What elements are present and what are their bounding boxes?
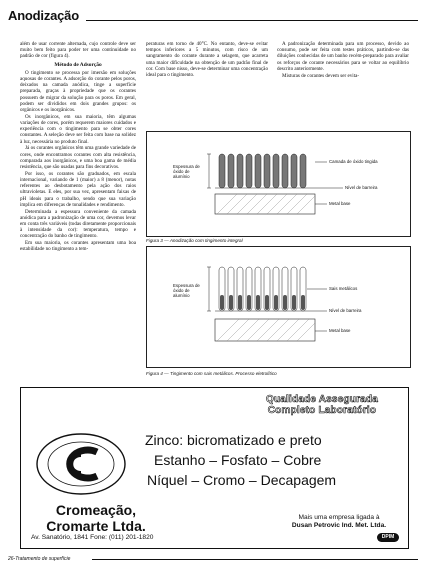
paragraph: peraturas em torno de 40°C. No entanto, deve-se evitar tempos inferiores a 5 minutos, com risco de um sangramento do corante durante a selagem, que acarreta uma maior dificuldade na obtenção de um padrão final de cor. Com base nisso, deve-se determinar uma concentração ideal para o tingimento. xyxy=(146,41,268,79)
label-thickness: Espessura de óxido de alumínio xyxy=(173,283,200,299)
group-badge: DPIM xyxy=(377,533,399,542)
banner-line: Qualidade Assegurada xyxy=(266,394,378,405)
paragraph: Misturas de corantes devem ser evita- xyxy=(282,72,360,79)
metallic-salts xyxy=(220,295,305,310)
banner-line: Completo Laboratório xyxy=(267,405,377,416)
group-company: Dusan Petrovic Ind. Met. Ltda. xyxy=(291,522,387,529)
base-metal-block xyxy=(215,319,315,341)
paragraph: além de usar corrente alternada, cujo controle deve ser muito bem feito para poder ter uma continuidade no padrão de cor (figura 4). xyxy=(20,41,136,60)
company-address: Av. Sanatório, 1841 Fone: (011) 201-1820 xyxy=(31,534,154,541)
group-affiliation xyxy=(279,514,399,530)
paragraph: A padronização determinada para um processo, devido ao consumo, pode ser feita com testes práticos, partindo-se das diluições conhecidas de um banho recém-preparado para avaliar os reforços de corante necessários para se voltar ao equilíbrio descrito anteriormente. xyxy=(277,41,409,72)
label-dyed-layer: Camada de óxido tingida xyxy=(329,159,378,164)
page-footer: 26-Tratamento de superfície xyxy=(8,556,71,562)
label-base: Metal base xyxy=(329,201,351,206)
paragraph: Já os corantes orgânicos têm uma grande variedade de cores, onde encontramos corantes com alta resistência, comparada aos inorgânicos, e uma boa gama de média resistência, que são usadas para fins decorativos. xyxy=(20,145,136,171)
paragraph: Em sua maioria, os corantes apresentam uma boa estabilidade no tingimento a tem- xyxy=(20,240,136,253)
services-line: Zinco: bicromatizado e preto xyxy=(145,432,322,448)
advertisement xyxy=(20,387,409,549)
figure-3-caption: Figura 3 — Anodização com tingimento integral xyxy=(146,238,243,243)
label-barrier: Nível de barreira xyxy=(329,308,362,313)
figure-4-diagram xyxy=(146,246,411,368)
paragraph: Os inorgânicos, em sua maioria, têm algumas variações de cores, porém requerem maiores cuidados e experiência com o tingimento para se obter cores constantes. A seleção deve ser feita com base na solidez à luz, necessária no produto final. xyxy=(20,113,136,145)
group-line: Mais uma empresa ligada à xyxy=(298,514,380,521)
dyed-pores xyxy=(219,154,306,188)
figure-3-drawing xyxy=(147,132,410,236)
paragraph: Por isso, os corantes são graduados, em escala internacional, variando de 1 (maior) a 8 (menor), notas referentes ao desbotamento pela ação dos raios ultravioletas. E eles, por sua vez, apresentam faixas de pH ideais para o trabalho, sendo que sua variação implica em diferenças de tonalidades e rendimento. xyxy=(20,170,136,208)
label-barrier: Nível de barreira xyxy=(345,185,378,190)
header-rule xyxy=(86,20,418,21)
figure-3-diagram xyxy=(146,131,411,237)
paragraph: O tingimento se processa por imersão em soluções aquosas de corantes. A adsorção do corante pelos poros, deixados na camada anódica, tinge a superfície preparada, graças à propriedade que os corantes possuem de migrar da solução para os poros. Em geral, podem ser divididos em dois grandes grupos: os orgânicos e os inorgânicos. xyxy=(20,69,136,114)
section-title: Anodização xyxy=(8,8,79,23)
company-line: Cromarte Ltda. xyxy=(46,518,146,534)
quality-banner xyxy=(251,394,393,416)
company-name xyxy=(31,502,161,534)
figure-4-caption: Figura 4 — Tingimento com sais metálicos. Processo eletrolítico xyxy=(146,371,277,376)
services-line: Estanho – Fosfato – Cobre xyxy=(154,452,322,468)
text-column-3 xyxy=(277,41,409,79)
cromarte-logo xyxy=(33,428,129,500)
text-column-2 xyxy=(146,41,268,79)
footer-rule xyxy=(92,559,418,560)
paragraph: Determinada a espessura conveniente da camada anódica para a padronização de uma cor, devemos levar em conta três variáveis (todas diretamente proporcionais à intensidade da cor): temperatura, tempo e concentração do banho de tingimento. xyxy=(20,208,136,240)
text-column-1 xyxy=(20,41,136,253)
label-salts: Sais metálicos xyxy=(329,286,358,291)
figure-4-drawing xyxy=(147,247,410,367)
services-line: Níquel – Cromo – Decapagem xyxy=(147,472,337,488)
label-thickness: Espessura de óxido de alumínio xyxy=(173,164,200,180)
company-line: Cromeação, xyxy=(55,502,137,518)
subheading: Método de Adsorção xyxy=(54,61,102,68)
label-base: Metal base xyxy=(329,328,351,333)
